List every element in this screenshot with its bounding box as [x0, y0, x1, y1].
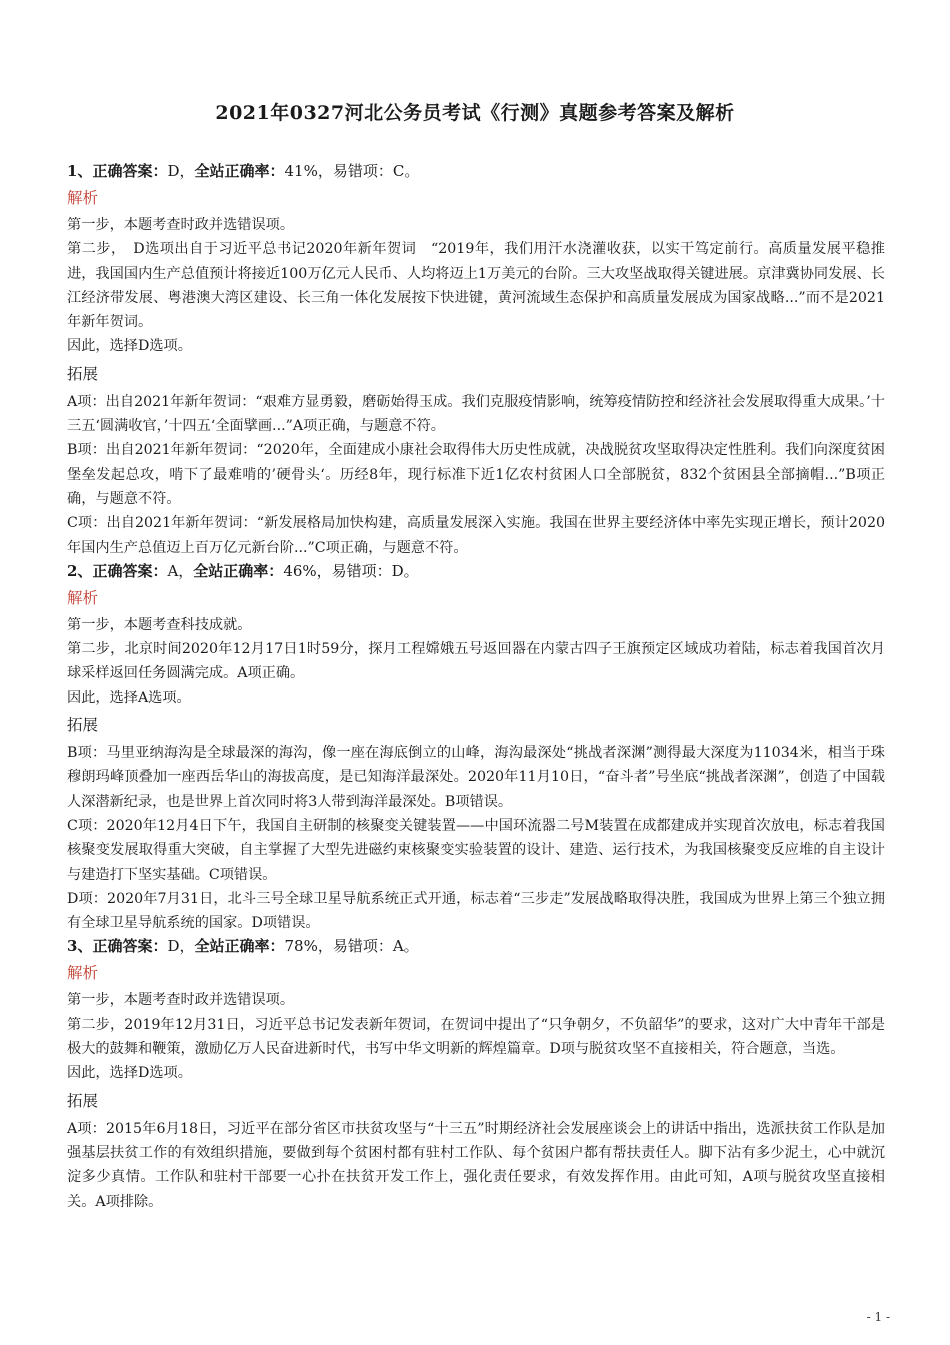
accuracy-label: 全站正确率：: [194, 937, 285, 956]
answer-label: 正确答案：: [92, 937, 168, 956]
analysis-paragraph: 因此，选择D选项。: [67, 338, 192, 355]
accuracy-label: 全站正确率：: [194, 162, 285, 180]
page-number: - 1 -: [866, 1310, 890, 1324]
analysis-paragraph: 因此，选择A选项。: [67, 689, 191, 706]
extension-list: [67, 1117, 885, 1214]
answer-value: A，: [167, 561, 194, 580]
question-block: [67, 935, 885, 1213]
extension-heading: 拓展: [67, 364, 99, 383]
accuracy-label: 全站正确率：: [193, 561, 284, 580]
question-number: 1、: [67, 162, 93, 180]
accuracy-value: 46%，易错项：D。: [283, 561, 419, 580]
extension-paragraph: D项：2020年7月31日，北斗三号全球卫星导航系统正式开通，标志着“三步走”发展战略取得决胜，我国成为世界上第三个独立拥有全球卫星导航系统的国家。D项错误。: [67, 890, 885, 932]
extension-list: [67, 390, 885, 560]
question-number: 3、: [67, 937, 93, 956]
question-block: [67, 560, 885, 936]
question-header: [67, 560, 885, 582]
question-header: [67, 935, 885, 957]
analysis-paragraph: 第一步，本题考查时政并选错误项。: [67, 217, 295, 233]
extension-paragraph: C项：出自2021年新年贺词：“新发展格局加快构建，高质量发展深入实施。我国在世界主要经济体中率先实现正增长，预计2020年国内生产总值迈上百万亿元新台阶...”C项正确，与题意不符。: [67, 515, 885, 556]
answer-label: 正确答案：: [92, 162, 168, 180]
extension-paragraph: C项：2020年12月4日下午，我国自主研制的核聚变关键装置——中国环流器二号M装置在成都建成并实现首次放电，标志着我国核聚变发展取得重大突破，自主掌握了大型先进磁约束核聚变实验装置的设计、建造、运行技术，为我国核聚变反应堆的自主设计与建造打下坚实基础。C项错误。: [67, 817, 885, 883]
analysis-heading: 解析: [67, 588, 99, 607]
document-title: 2021年0327河北公务员考试《行测》真题参考答案及解析: [215, 102, 735, 124]
answer-value: D，: [167, 937, 195, 956]
analysis-paragraph: 第一步，本题考查时政并选错误项。: [67, 992, 295, 1009]
extension-paragraph: A项：出自2021年新年贺词：“艰难方显勇毅，磨砺始得玉成。我们克服疫情影响，统筹疫情防控和经济社会发展取得重大成果。’十三五‘圆满收官，’十四五‘全面擘画...”A项正确，与题意不符。: [67, 393, 885, 435]
extension-heading: 拓展: [67, 1091, 99, 1110]
extension-heading: 拓展: [67, 716, 99, 735]
document-content: [67, 160, 885, 1214]
extension-paragraph: A项：2015年6月18日，习近平在部分省区市扶贫攻坚与“十三五”时期经济社会发展座谈会上的讲话中指出，选派扶贫工作队是加强基层扶贫工作的有效组织措施，要做到每个贫困村都有驻村工作队、每个贫困户都有帮扶责任人。脚下沾有多少泥土，心中就沉淀多少真情。工作队和驻村干部要一心扑在扶贫开发工作上，强化责任要求，有效发挥作用。由此可知，A项与脱贫攻坚直接相关。A项排除。: [67, 1120, 885, 1210]
analysis-heading: 解析: [67, 189, 99, 207]
analysis-paragraph: 第二步，2019年12月31日，习近平总书记发表新年贺词，在贺词中提出了“只争朝夕，不负韶华”的要求，这对广大中青年干部是极大的鼓舞和鞭策，激励亿万人民奋进新时代，书写中华文明新的辉煌篇章。D项与脱贫攻坚不直接相关，符合题意，当选。: [67, 1016, 885, 1058]
analysis-paragraph: 第一步，本题考查科技成就。: [67, 616, 252, 633]
question-number: 2、: [67, 561, 93, 580]
question-block: [67, 160, 885, 560]
accuracy-value: 78%，易错项：A。: [284, 937, 419, 956]
answer-value: D，: [167, 162, 195, 180]
answer-label: 正确答案：: [92, 561, 168, 580]
extension-paragraph: B项：出自2021年新年贺词：“2020年，全面建成小康社会取得伟大历史性成就，决战脱贫攻坚取得决定性胜利。我们向深度贫困堡垒发起总攻，啃下了最难啃的’硬骨头‘。历经8年，现行标准下近1亿农村贫困人口全部脱贫，832个贫困县全部摘帽...”B项正确，与题意不符。: [67, 442, 885, 507]
analysis-heading: 解析: [67, 964, 99, 983]
accuracy-value: 41%，易错项：C。: [284, 162, 420, 180]
analysis-paragraph: 因此，选择D选项。: [67, 1065, 192, 1082]
analysis-paragraph: 第二步，北京时间2020年12月17日1时59分，探月工程嫦娥五号返回器在内蒙古四子王旗预定区域成功着陆，标志着我国首次月球采样返回任务圆满完成。A项正确。: [67, 641, 885, 682]
extension-paragraph: B项：马里亚纳海沟是全球最深的海沟，像一座在海底倒立的山峰，海沟最深处“挑战者深渊”测得最大深度为11034米，相当于珠穆朗玛峰顶叠加一座西岳华山的海拔高度，是已知海洋最深处。2020年11月10日，“奋斗者”号坐底“挑战者深渊”，创造了中国载人深潜新纪录，也是世界上首次同时将3人带到海洋最深处。B项错误。: [67, 745, 885, 810]
analysis-paragraph: 第二步， D选项出自于习近平总书记2020年新年贺词 “2019年，我们用汗水浇灌收获，以实干笃定前行。高质量发展平稳推进，我国国内生产总值预计将接近100万亿元人民币、人均将迈上1万美元的台阶。三大攻坚战取得关键进展。京津冀协同发展、长江经济带发展、粤港澳大湾区建设、长三角一体化发展按下快进键，黄河流域生态保护和高质量发展成为国家战略...”而不是2021年新年贺词。: [67, 241, 885, 331]
extension-list: [67, 741, 885, 935]
question-header: [67, 160, 885, 182]
